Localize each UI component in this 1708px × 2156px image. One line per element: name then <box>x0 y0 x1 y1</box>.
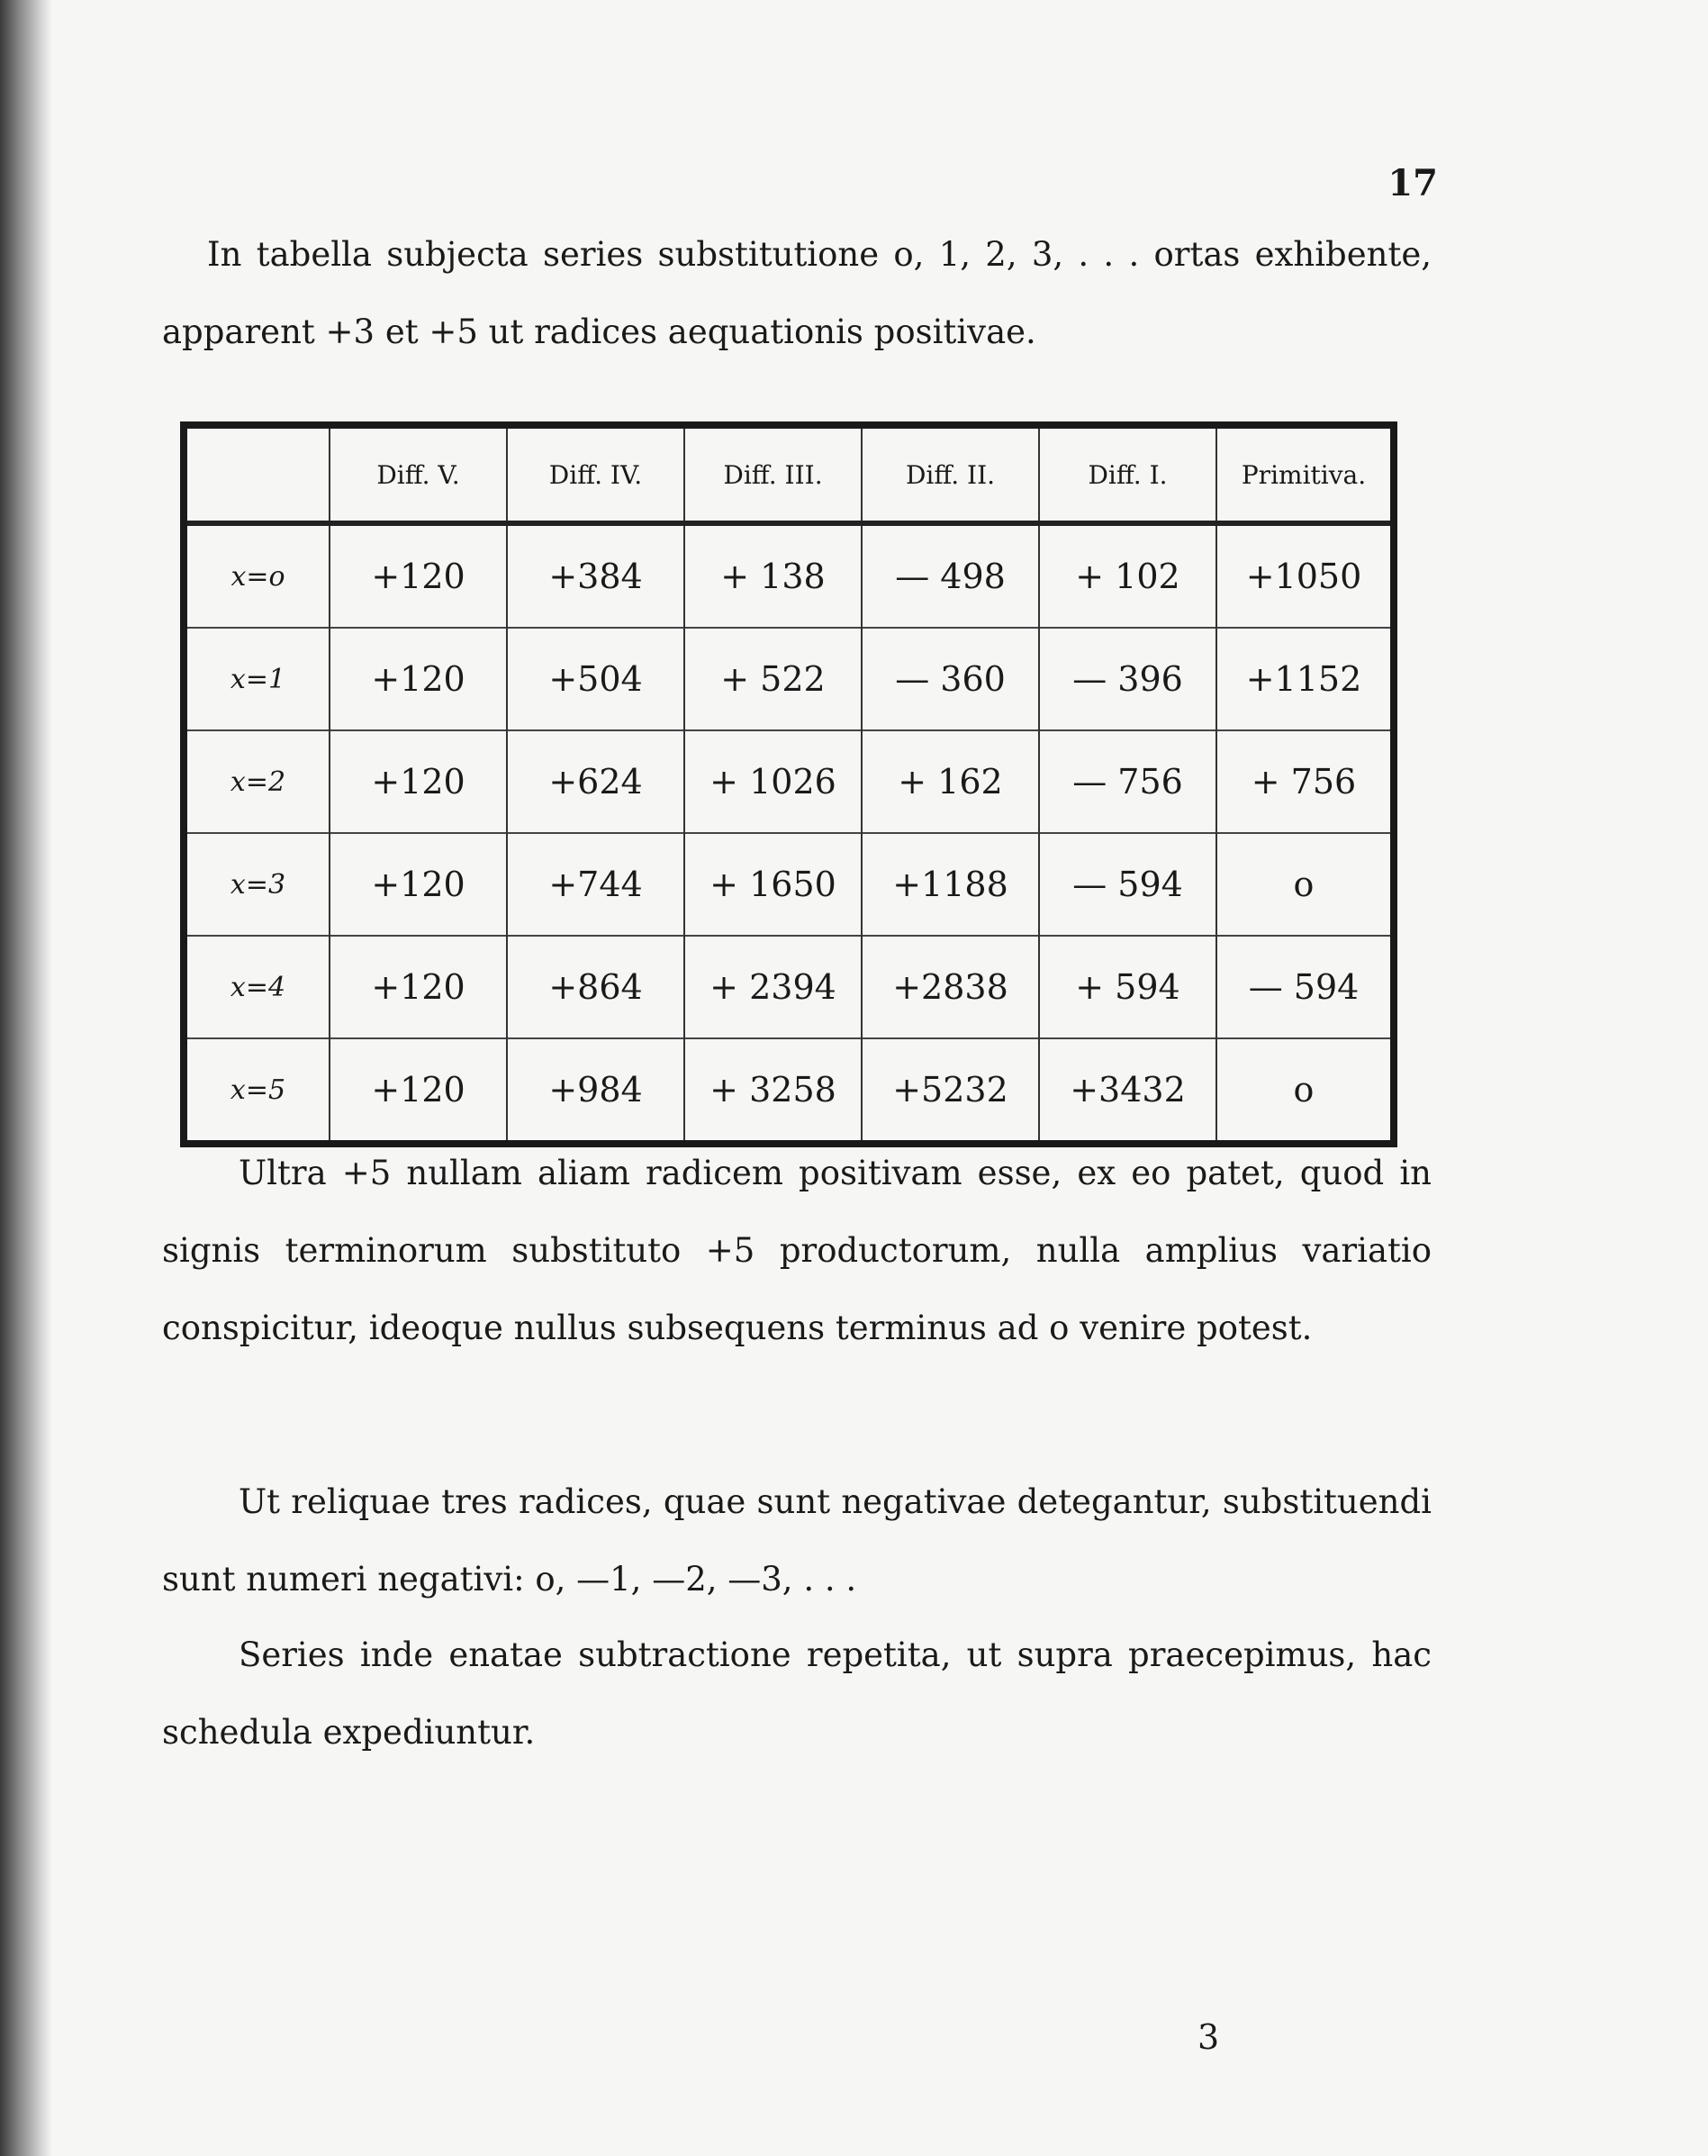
header-diff-iv: Diff. IV. <box>507 425 684 523</box>
cell-diff-ii: +1188 <box>862 833 1039 936</box>
paragraph-ultra: Ultra +5 nullam aliam radicem positivam esse, ex eo patet, quod in signis terminorum substituto +5 productorum, nulla amplius variatio conspicitur, ideoque nullus subsequens terminus ad o venire potest. <box>162 1154 1432 1347</box>
paragraph-series: Series inde enatae subtractione repetita, ut supra praecepimus, hac schedula expediuntur. <box>162 1635 1432 1752</box>
table-row <box>184 833 1394 936</box>
table-row <box>184 523 1394 628</box>
cell-diff-i: — 396 <box>1039 628 1216 730</box>
page-gutter-shadow <box>0 0 52 2156</box>
cell-diff-iii: + 2394 <box>684 936 862 1038</box>
difference-table <box>180 421 1397 1147</box>
cell-diff-iii: + 138 <box>684 523 862 628</box>
cell-diff-ii: — 360 <box>862 628 1039 730</box>
table-row <box>184 1038 1394 1144</box>
cell-diff-i: — 594 <box>1039 833 1216 936</box>
cell-diff-iv: +864 <box>507 936 684 1038</box>
table-header-row <box>184 425 1394 523</box>
cell-primitiva: + 756 <box>1216 730 1394 833</box>
header-diff-v: Diff. V. <box>330 425 507 523</box>
cell-primitiva: +1050 <box>1216 523 1394 628</box>
cell-diff-v: +120 <box>330 523 507 628</box>
cell-diff-iii: + 1650 <box>684 833 862 936</box>
cell-diff-v: +120 <box>330 730 507 833</box>
header-blank <box>184 425 330 523</box>
cell-diff-iv: +384 <box>507 523 684 628</box>
cell-diff-v: +120 <box>330 1038 507 1144</box>
cell-primitiva: o <box>1216 833 1394 936</box>
cell-diff-v: +120 <box>330 833 507 936</box>
cell-primitiva: +1152 <box>1216 628 1394 730</box>
cell-diff-ii: +5232 <box>862 1038 1039 1144</box>
cell-primitiva: o <box>1216 1038 1394 1144</box>
cell-diff-iii: + 3258 <box>684 1038 862 1144</box>
cell-diff-iv: +984 <box>507 1038 684 1144</box>
cell-diff-ii: — 498 <box>862 523 1039 628</box>
header-diff-ii: Diff. II. <box>862 425 1039 523</box>
cell-diff-iv: +624 <box>507 730 684 833</box>
header-diff-iii: Diff. III. <box>684 425 862 523</box>
row-label: x=1 <box>184 628 330 730</box>
cell-diff-iv: +744 <box>507 833 684 936</box>
row-label: x=o <box>184 523 330 628</box>
cell-diff-ii: +2838 <box>862 936 1039 1038</box>
cell-diff-iii: + 1026 <box>684 730 862 833</box>
row-label: x=5 <box>184 1038 330 1144</box>
intro-paragraph: In tabella subjecta series substitutione o, 1, 2, 3, . . . ortas exhibente, apparent +3 et +5 ut radices aequationis positivae. <box>162 235 1432 351</box>
signature-mark: 3 <box>1197 2017 1220 2057</box>
row-label: x=2 <box>184 730 330 833</box>
cell-primitiva: — 594 <box>1216 936 1394 1038</box>
row-label: x=4 <box>184 936 330 1038</box>
table-row <box>184 628 1394 730</box>
cell-diff-i: + 102 <box>1039 523 1216 628</box>
cell-diff-ii: + 162 <box>862 730 1039 833</box>
row-label: x=3 <box>184 833 330 936</box>
table-row <box>184 936 1394 1038</box>
cell-diff-i: +3432 <box>1039 1038 1216 1144</box>
header-diff-i: Diff. I. <box>1039 425 1216 523</box>
cell-diff-iv: +504 <box>507 628 684 730</box>
table-row <box>184 730 1394 833</box>
cell-diff-i: — 756 <box>1039 730 1216 833</box>
page-number: 17 <box>1387 162 1438 204</box>
paragraph-reliquae: Ut reliquae tres radices, quae sunt negativae detegantur, substituendi sunt numeri negativi: o, —1, —2, —3, . . . <box>162 1482 1432 1599</box>
cell-diff-v: +120 <box>330 628 507 730</box>
cell-diff-v: +120 <box>330 936 507 1038</box>
cell-diff-i: + 594 <box>1039 936 1216 1038</box>
cell-diff-iii: + 522 <box>684 628 862 730</box>
header-primitiva: Primitiva. <box>1216 425 1394 523</box>
